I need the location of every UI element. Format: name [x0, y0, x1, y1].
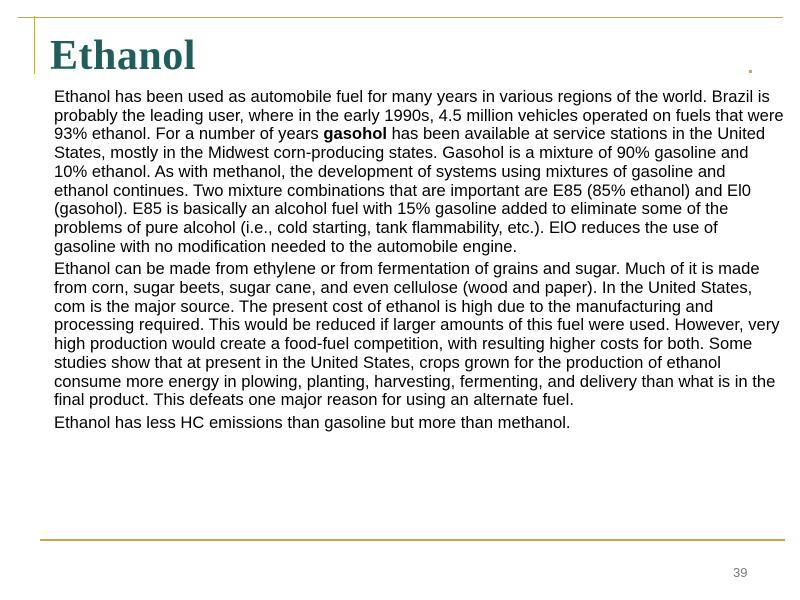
paragraph-text: has been available at service stations in the United States, mostly in the Midwest corn-producing states. Gasohol is a mixture of 90% gasoline and 10% ethanol. As with methanol, the development of systems using mixtures of gasoline and ethanol continues. Two mixture combinations that are important are E85 (85% ethanol) and El0 (gasohol). E85 is basically an alcohol fuel with 15% gasoline added to eliminate some of the problems of pure alcohol (i.e., cold starting, tank flammability, etc.). ElO reduces the use of gasoline with no modification needed to the automobile engine.: [54, 124, 766, 256]
title-accent-dot: [749, 70, 752, 73]
paragraph-text: Ethanol has been used as automobile fuel for many years in various regions of the world. Brazil is probably the leading user, where in the early 1990s, 4.5 million vehicles operated on fuels that were 93% ethanol. For a number of years: [54, 87, 784, 144]
gasohol-term: gasohol: [323, 124, 387, 144]
slide-title: Ethanol: [50, 33, 196, 79]
slide-body: [54, 88, 784, 437]
left-accent-bar: [34, 16, 35, 74]
bottom-divider: [40, 539, 785, 541]
paragraph-gasohol: [54, 88, 784, 256]
page-number: 39: [733, 565, 748, 580]
top-divider: [18, 17, 783, 18]
paragraph-production: Ethanol can be made from ethylene or from fermentation of grains and sugar. Much of it is made from corn, sugar beets, sugar cane, and even cellulose (wood and paper). In the United States, com is the major source. The present cost of ethanol is high due to the manufacturing and processing required. This would be reduced if larger amounts of this fuel were used. However, very high production would create a food-fuel competition, with resulting higher costs for both. Some studies show that at present in the United States, crops grown for the production of ethanol consume more energy in plowing, planting, harvesting, fermenting, and delivery than what is in the final product. This defeats one major reason for using an alternate fuel.: [54, 259, 780, 410]
paragraph-emissions: Ethanol has less HC emissions than gasoline but more than methanol.: [54, 412, 571, 432]
